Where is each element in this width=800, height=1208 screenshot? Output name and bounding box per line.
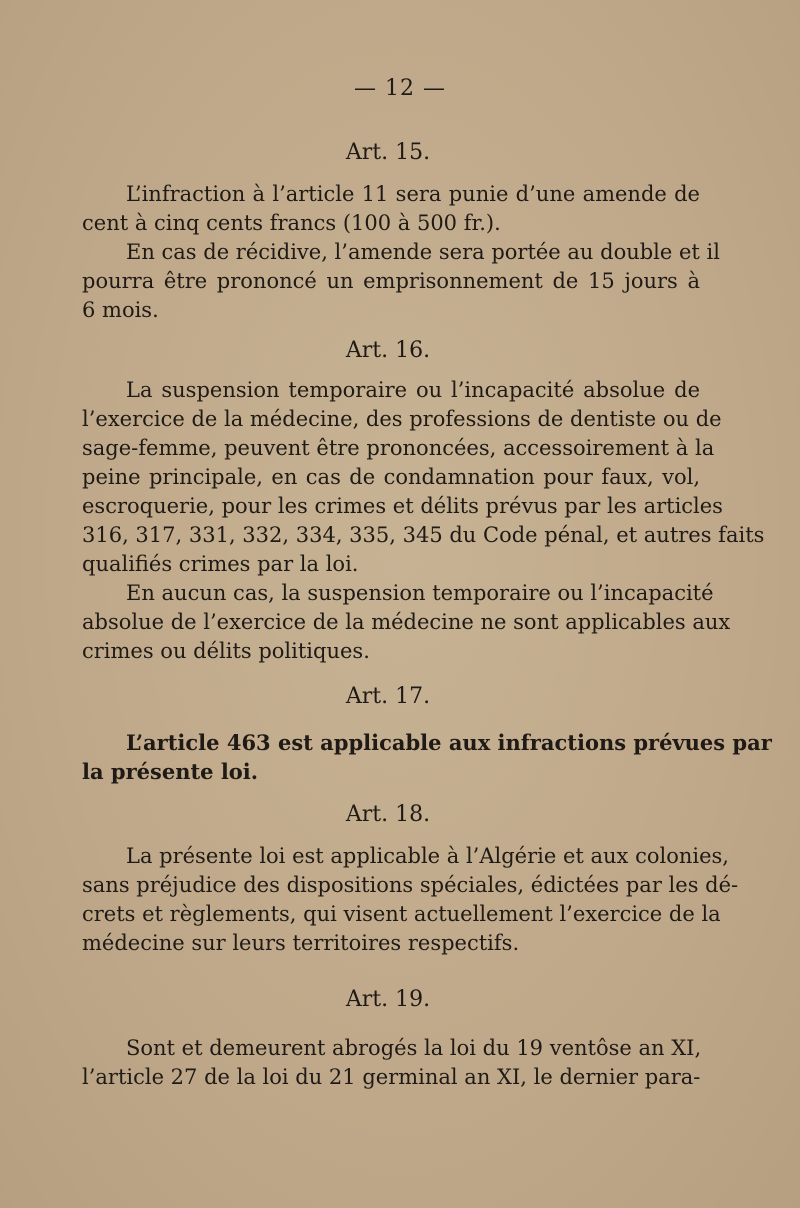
text-line: qualifiés crimes par la loi. — [82, 552, 359, 576]
text-line: absolue de l’exercice de la médecine ne sont applicables aux — [82, 610, 731, 634]
text-line: la présente loi. — [82, 759, 259, 784]
text-line: 6 mois. — [82, 298, 159, 322]
text-line: sage-femme, peuvent être prononcées, accessoirement à la — [82, 436, 715, 460]
article-16-heading: Art. 16. — [345, 338, 431, 363]
text-line: La suspension temporaire ou l’incapacité absolue de — [126, 378, 700, 402]
article-19-heading: Art. 19. — [345, 987, 431, 1012]
article-17-paragraph-1 — [82, 728, 772, 786]
text-line: En cas de récidive, l’amende sera portée au double et il — [126, 240, 720, 264]
text-line: l’article 27 de la loi du 21 germinal an XI, le dernier para- — [82, 1065, 701, 1089]
article-16-paragraph-1 — [82, 376, 765, 579]
text-line: escroquerie, pour les crimes et délits prévus par les articles — [82, 494, 723, 518]
text-line: crets et règlements, qui visent actuellement l’exercice de la — [82, 902, 721, 926]
article-15-paragraph-2 — [82, 238, 720, 325]
text-line: médecine sur leurs territoires respectifs. — [82, 931, 520, 955]
text-line: l’exercice de la médecine, des professions de dentiste ou de — [82, 407, 722, 431]
article-15-paragraph-1 — [82, 180, 700, 238]
text-line: peine principale, en cas de condamnation pour faux, vol, — [82, 465, 700, 489]
article-16-paragraph-2 — [82, 579, 731, 666]
article-18-paragraph-1 — [82, 842, 739, 958]
text-line: L’infraction à l’article 11 sera punie d’une amende de — [126, 182, 700, 206]
article-15-heading: Art. 15. — [345, 140, 431, 165]
text-line: Sont et demeurent abrogés la loi du 19 ventôse an XI, — [126, 1036, 702, 1060]
page-number: — 12 — — [354, 76, 446, 101]
text-line: crimes ou délits politiques. — [82, 639, 370, 663]
text-line: L’article 463 est applicable aux infractions prévues par — [126, 730, 772, 755]
article-19-paragraph-1 — [82, 1034, 700, 1092]
text-line: cent à cinq cents francs (100 à 500 fr.). — [82, 211, 501, 235]
text-line: 316, 317, 331, 332, 334, 335, 345 du Code pénal, et autres faits — [82, 523, 765, 547]
text-line: En aucun cas, la suspension temporaire ou l’incapacité — [126, 581, 714, 605]
text-line: La présente loi est applicable à l’Algérie et aux colonies, — [126, 844, 729, 868]
text-line: sans préjudice des dispositions spéciales, édictées par les dé- — [82, 873, 739, 897]
article-17-heading: Art. 17. — [345, 684, 431, 709]
text-line: pourra être prononcé un emprisonnement de 15 jours à — [82, 269, 700, 293]
article-18-heading: Art. 18. — [345, 802, 431, 827]
